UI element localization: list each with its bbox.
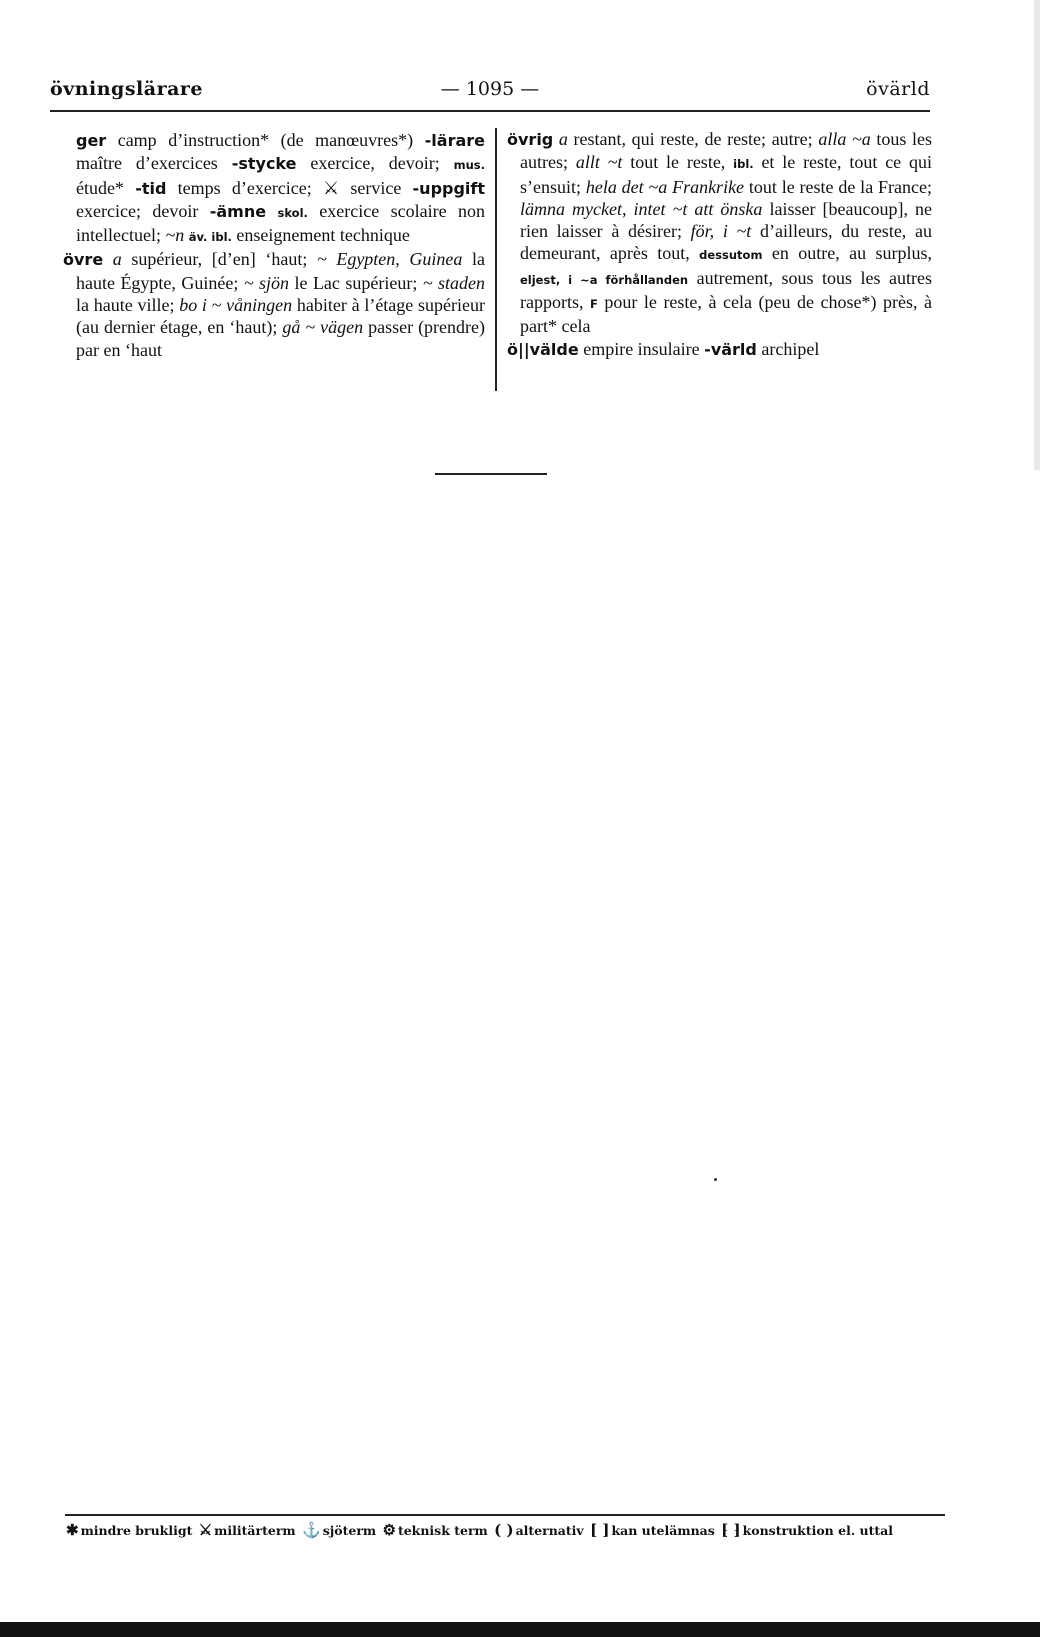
example-phrase: ~ staden bbox=[422, 272, 486, 293]
definition-text: le Lac supérieur; bbox=[289, 272, 423, 293]
dictionary-entry bbox=[63, 248, 485, 360]
definition-text: empire insulaire bbox=[578, 338, 705, 359]
definition-text: en outre, au surplus, bbox=[762, 243, 932, 264]
legend-label: sjöterm bbox=[322, 1523, 377, 1538]
gear-icon: ⚙ bbox=[382, 1521, 396, 1539]
definition-text: laisser [beaucoup], ne rien laisser à désirer; bbox=[520, 198, 932, 242]
left-column bbox=[63, 129, 485, 361]
definition-text: d’ailleurs, du reste, au demeurant, après tout, bbox=[520, 221, 932, 264]
headword: -uppgift bbox=[412, 178, 486, 198]
definition-text: restant, qui reste, de reste; autre; bbox=[567, 129, 819, 149]
header-first-word: övningslärare bbox=[50, 78, 203, 100]
crossed-swords-icon: ⚔ bbox=[198, 1521, 213, 1539]
definition-text: étude* bbox=[76, 177, 136, 198]
definition-text: et le reste, tout ce qui s’ensuit; bbox=[520, 152, 932, 197]
definition-text: exercice; devoir bbox=[76, 200, 210, 221]
headword: -värld bbox=[704, 339, 757, 359]
headword: -lärare bbox=[424, 131, 485, 150]
scan-bottom-band bbox=[0, 1622, 1040, 1637]
example-phrase: gå ~ vägen bbox=[282, 317, 364, 338]
headword: övre bbox=[63, 250, 104, 270]
legend-label: alternativ bbox=[515, 1523, 584, 1538]
headword: ger bbox=[76, 131, 107, 150]
example-phrase: lämna mycket, intet ~t att önska bbox=[520, 198, 763, 219]
usage-label: F bbox=[590, 297, 598, 312]
example-phrase: a bbox=[558, 129, 568, 149]
header-last-word: övärld bbox=[866, 78, 930, 100]
usage-label: dessutom bbox=[699, 248, 763, 263]
legend-label: kan utelämnas bbox=[611, 1523, 715, 1538]
right-column bbox=[507, 128, 932, 361]
definition-text: pour le reste, à cela (peu de chose*) près, à part* cela bbox=[520, 292, 932, 337]
headword: -tid bbox=[135, 178, 167, 198]
definition-text: temps d’exercice; ⚔ service bbox=[166, 177, 413, 198]
example-phrase: bo i ~ våningen bbox=[179, 295, 293, 316]
definition-text: archipel bbox=[756, 338, 820, 359]
usage-label: ibl. bbox=[733, 157, 754, 172]
usage-label: skol. bbox=[277, 205, 308, 220]
column-divider bbox=[495, 128, 497, 391]
definition-text: tout le reste de la France; bbox=[744, 176, 932, 197]
headword: -stycke bbox=[231, 154, 297, 174]
definition-text: la haute Égypte, Guinée; bbox=[76, 249, 486, 293]
example-phrase: allt ~t bbox=[575, 152, 623, 173]
example-phrase: hela det ~a Frankrike bbox=[585, 176, 745, 197]
symbol-legend bbox=[66, 1521, 946, 1539]
headword: -ämne bbox=[209, 201, 267, 221]
definition-text: tous les autres; bbox=[520, 129, 933, 173]
example-phrase: alla ~a bbox=[818, 129, 871, 149]
usage-label: eljest, i ~a förhållanden bbox=[520, 272, 689, 287]
definition-text: camp d’instruction* (de manœuvres*) bbox=[106, 130, 425, 150]
headword: övrig bbox=[507, 130, 554, 149]
dictionary-entry bbox=[507, 338, 932, 361]
legend-label: militärterm bbox=[214, 1523, 296, 1538]
scan-edge bbox=[1034, 0, 1040, 470]
parentheses-icon: ( ) bbox=[494, 1521, 514, 1539]
definition-text: supérieur, [d’en] ‘haut; bbox=[121, 249, 317, 270]
example-phrase: ~ Egypten, Guinea bbox=[316, 249, 463, 270]
definition-text bbox=[103, 249, 113, 269]
definition-text: exercice, devoir; bbox=[296, 153, 454, 174]
example-phrase: ~ sjön bbox=[243, 272, 290, 293]
header-rule bbox=[50, 110, 930, 112]
definition-text: exercice scolaire non intellectuel; bbox=[76, 200, 485, 246]
legend-label: konstruktion el. uttal bbox=[742, 1523, 894, 1538]
footer-rule bbox=[65, 1514, 945, 1516]
asterisk-icon: ✱ bbox=[66, 1521, 79, 1539]
end-rule bbox=[435, 473, 547, 475]
example-phrase: för, i ~t bbox=[690, 221, 752, 242]
definition-text: autrement, sous tous les autres rapports, bbox=[520, 267, 932, 313]
headword: ö||välde bbox=[507, 339, 579, 359]
dictionary-entry bbox=[507, 128, 932, 338]
definition-text: tout le reste, bbox=[622, 152, 734, 173]
quill-brackets-icon: ⁅ ⁆ bbox=[721, 1521, 741, 1539]
definition-text: habiter à l’étage supérieur (au dernier étage, en ‘haut); bbox=[76, 295, 486, 338]
usage-label: mus. bbox=[453, 158, 485, 173]
usage-label: äv. ibl. bbox=[188, 230, 232, 245]
dictionary-entry bbox=[63, 129, 485, 248]
definition-text: maître d’exercices bbox=[76, 153, 232, 174]
definition-text bbox=[266, 201, 277, 221]
speck bbox=[714, 1178, 717, 1181]
anchor-icon: ⚓ bbox=[302, 1521, 321, 1539]
page-number: — 1095 — bbox=[440, 78, 540, 100]
example-phrase: ~n bbox=[165, 225, 185, 246]
definition-text: la haute ville; bbox=[76, 295, 180, 316]
brackets-icon: [ ] bbox=[590, 1521, 610, 1539]
page-header bbox=[50, 78, 930, 106]
legend-label: mindre brukligt bbox=[80, 1523, 193, 1538]
example-phrase: a bbox=[112, 249, 122, 270]
legend-label: teknisk term bbox=[397, 1523, 488, 1538]
definition-text: passer (prendre) par en ‘haut bbox=[76, 317, 486, 360]
definition-text: enseignement technique bbox=[231, 225, 410, 246]
